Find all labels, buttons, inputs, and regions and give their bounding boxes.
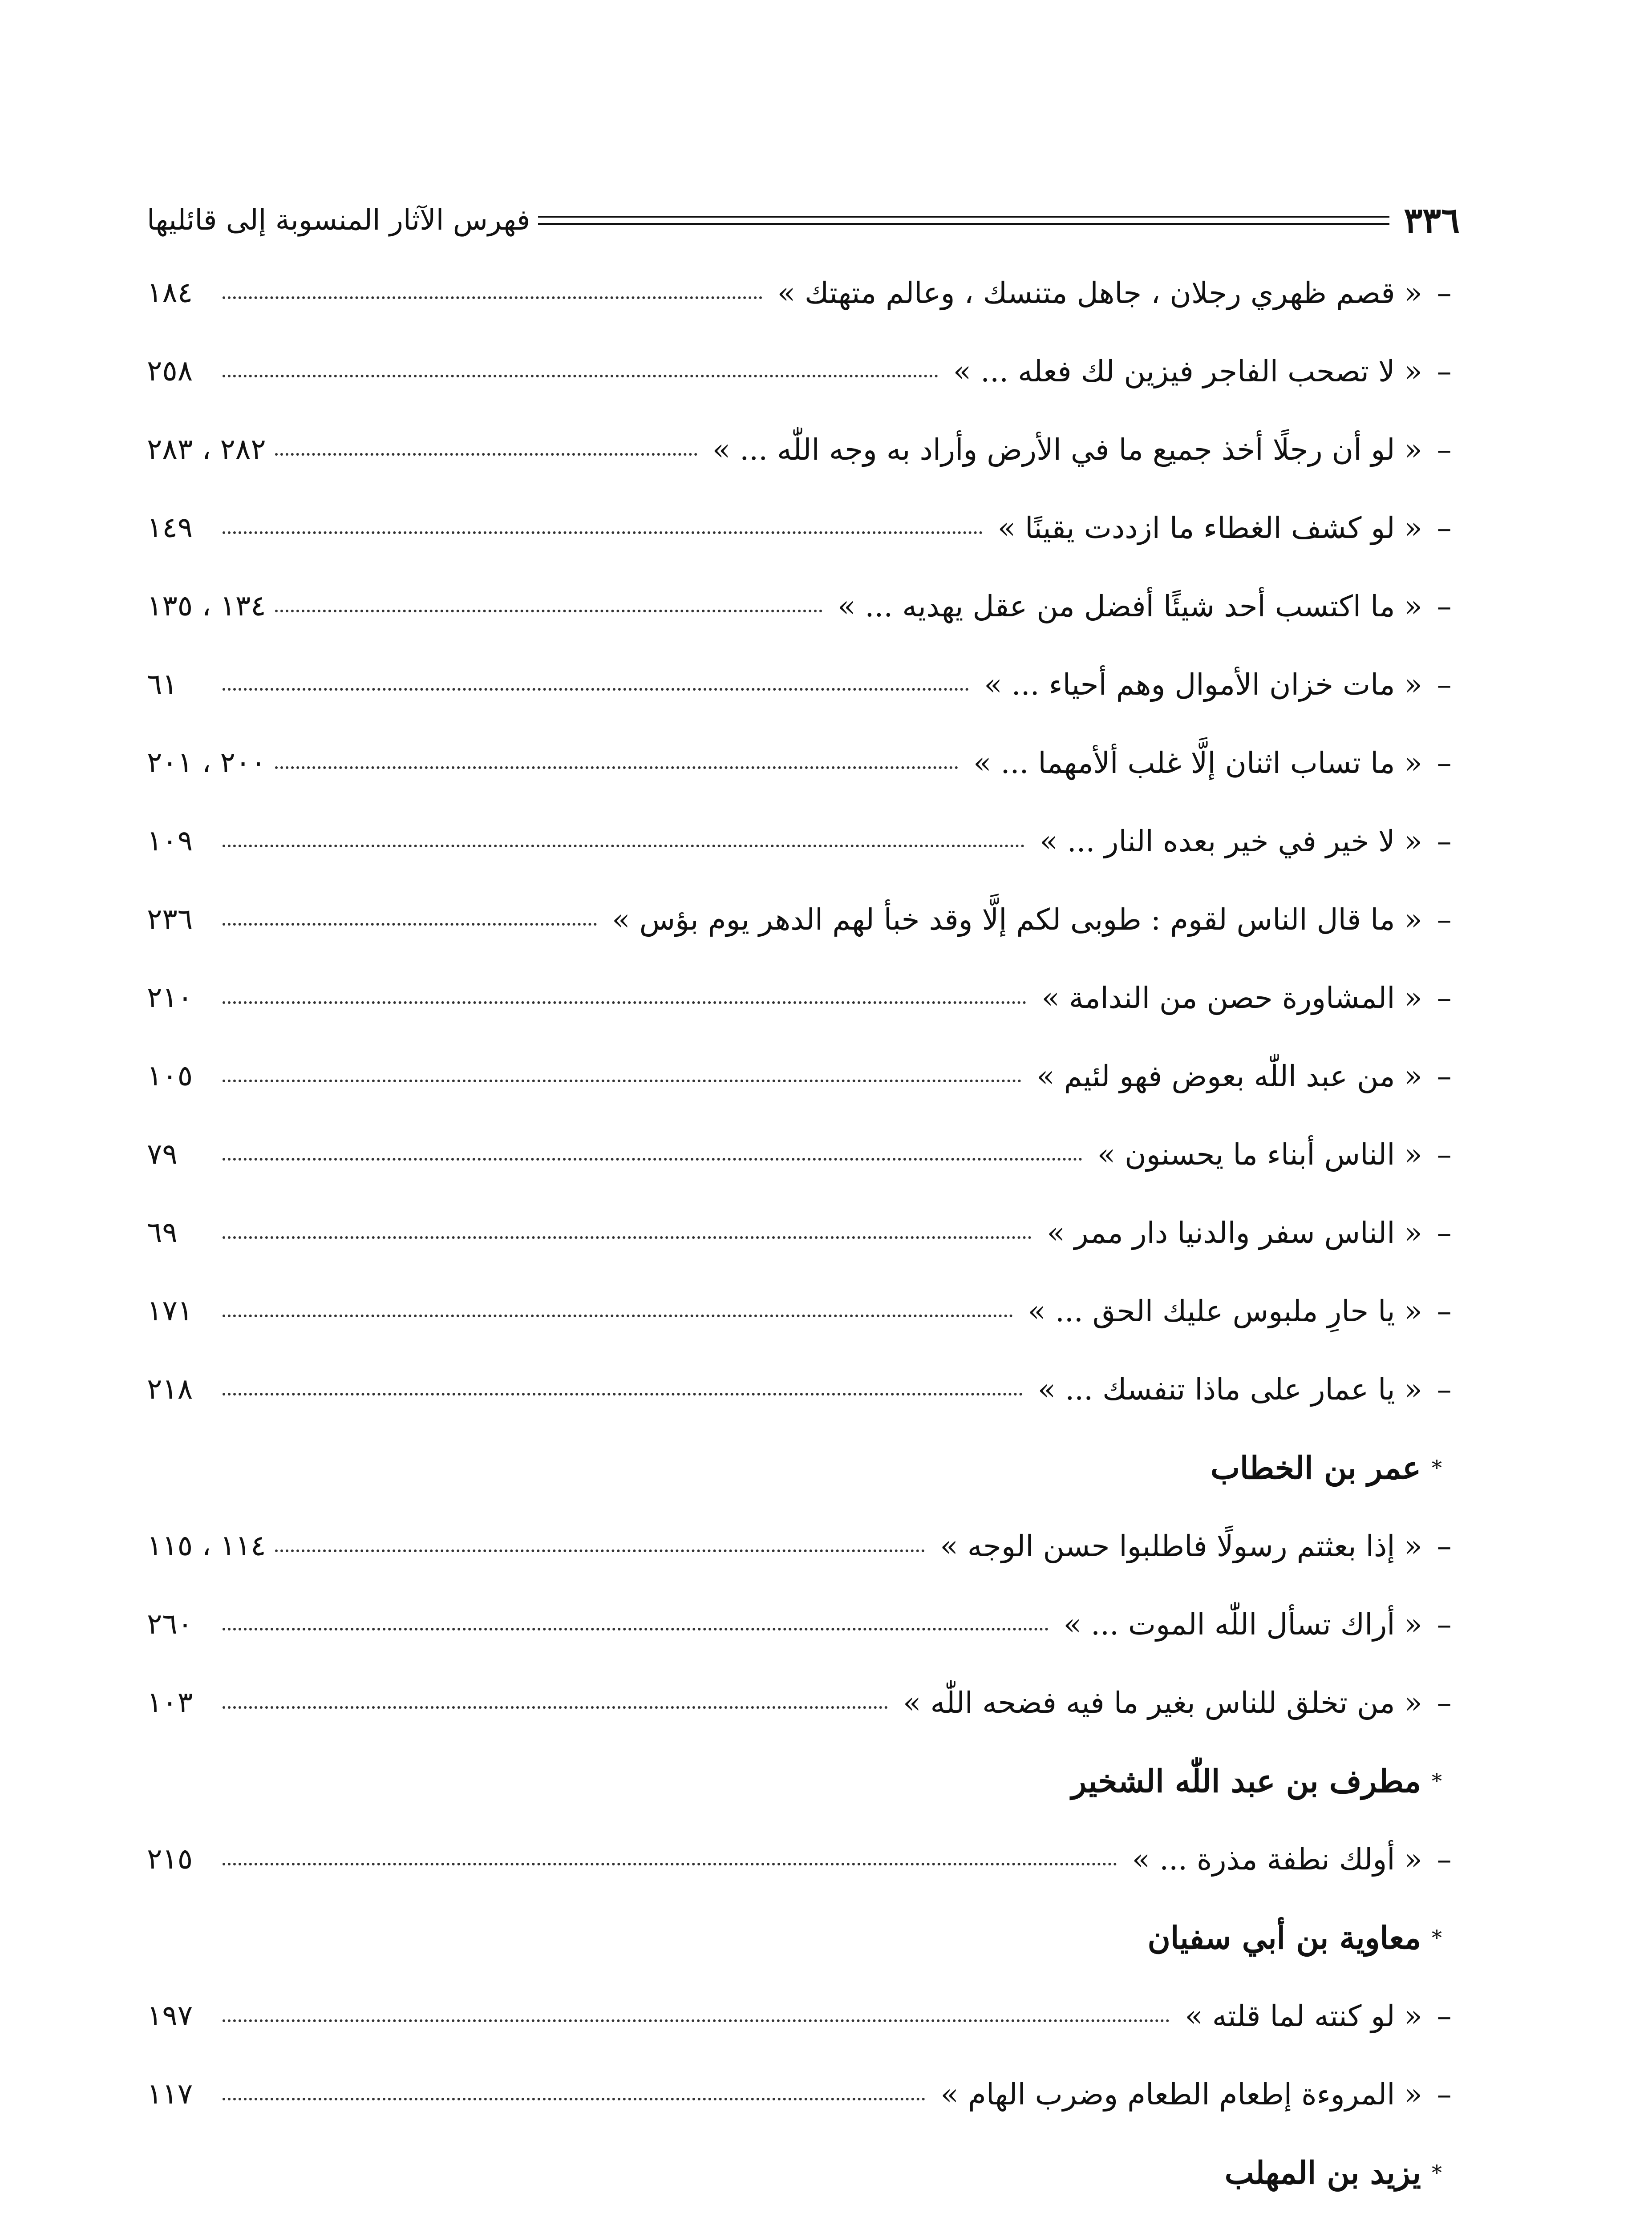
speaker-name: معاوية بن أبي سفيان [1147,1919,1421,1956]
quote-text: « قصم ظهري رجلان ، جاهل متنسك ، وعالم متهتك » [777,275,1422,310]
quote-text: « لا خير في خير بعده النار ... » [1040,824,1422,858]
entry-dash: – [1437,1137,1452,1172]
page-reference: ١٨٤ [147,276,193,309]
quote-text: « مات خزان الأموال وهم أحياء ... » [984,667,1422,702]
dot-leader [223,1706,888,1709]
entry-dash: – [1437,2077,1452,2112]
page-number: ٣٣٦ [1404,200,1460,241]
page-reference: ٢٣٦ [147,903,193,936]
dot-leader [223,531,983,534]
dot-leader [275,453,697,456]
dot-leader [223,2098,925,2100]
entry-dash: – [1437,1372,1452,1407]
quote-text: « يا حارِ ملبوس عليك الحق ... » [1028,1294,1422,1328]
speaker-name: مطرف بن عبد اللّٰه الشخير [1071,1762,1421,1800]
quote-text: « ما اكتسب أحد شيئًا أفضل من عقل يهديه ... » [838,589,1422,623]
dot-leader [223,1863,1117,1865]
quote-text: « المشاورة حصن من الندامة » [1041,980,1422,1015]
index-entry [147,2212,1460,2225]
page-reference: ١٠٩ [147,825,193,858]
entry-dash: – [1437,745,1452,780]
index-entry [147,1272,1460,1350]
index-entry [147,959,1460,1037]
entry-dash: – [1437,354,1452,388]
entry-dash: – [1437,1998,1452,2033]
page-reference: ٢٥٨ [147,355,193,388]
dot-leader [223,1080,1021,1082]
dot-leader [223,296,762,299]
index-entry [147,802,1460,880]
dot-leader [275,766,959,769]
page-reference: ٢١٥ [147,1843,193,1876]
section-heading [147,2133,1460,2212]
index-entry [147,2055,1460,2133]
quote-text: « ما قال الناس لقوم : طوبى لكم إلَّا وقد خبأ لهم الدهر يوم بؤس » [612,902,1422,937]
header-double-rule [538,216,1389,225]
entry-dash: – [1437,1842,1452,1877]
entry-dash: – [1437,1294,1452,1328]
page-reference: ٦١ [147,668,178,701]
quote-text: « لو كنته لما قلته » [1185,1998,1422,2033]
index-entry [147,567,1460,645]
index-entry [147,1350,1460,1428]
dot-leader [223,688,969,691]
dot-leader [223,1236,1032,1239]
asterisk-icon: * [1432,1769,1442,1793]
index-entry [147,489,1460,567]
dot-leader [275,610,822,612]
index-entry [147,1977,1460,2055]
index-entry [147,645,1460,724]
index-entry [147,410,1460,489]
book-page [147,178,1460,2225]
speaker-name: عمر بن الخطاب [1211,1449,1421,1486]
page-reference: ١٠٥ [147,1060,193,1092]
index-entry [147,1585,1460,1663]
dot-leader [223,845,1024,847]
dot-leader [223,1158,1082,1161]
asterisk-icon: * [1432,2160,1442,2185]
page-reference: ٧٩ [147,1138,178,1171]
page-reference: ٢١٠ [147,981,193,1014]
quote-text: « الناس سفر والدنيا دار ممر » [1047,1215,1422,1250]
dot-leader [223,1001,1026,1004]
entry-dash: – [1437,902,1452,937]
quote-text: « أراك تسأل اللّٰه الموت ... » [1063,1607,1422,1642]
quote-text: « لا تصحب الفاجر فيزين لك فعله ... » [953,354,1422,388]
quote-text: « من تخلق للناس بغير ما فيه فضحه اللّٰه » [903,1685,1422,1720]
page-reference: ١٣٤ ، ١٣٥ [147,590,266,623]
page-header [147,196,1460,245]
dot-leader [223,1315,1013,1317]
section-heading [147,1898,1460,1977]
dot-leader [223,923,597,926]
entry-dash: – [1437,824,1452,858]
quote-text: « لو كشف الغطاء ما ازددت يقينًا » [997,510,1422,545]
entry-dash: – [1437,980,1452,1015]
entry-dash: – [1437,1059,1452,1093]
entry-dash: – [1437,432,1452,467]
entry-dash: – [1437,1607,1452,1642]
entry-dash: – [1437,1529,1452,1563]
entry-dash: – [1437,1215,1452,1250]
dot-leader [275,1549,925,1552]
section-heading [147,1428,1460,1507]
asterisk-icon: * [1432,1926,1442,1950]
quote-text: « الناس أبناء ما يحسنون » [1097,1137,1422,1172]
running-title: فهرس الآثار المنسوبة إلى قائليها [147,204,530,237]
section-heading [147,1742,1460,1820]
page-reference: ٦٩ [147,1216,178,1249]
page-reference: ١٩٧ [147,1999,193,2032]
page-reference: ٢٦٠ [147,1608,193,1641]
index-list [147,254,1460,2225]
page-reference: ٢٨٢ ، ٢٨٣ [147,433,266,466]
index-entry [147,880,1460,959]
quote-text: « ما تساب اثنان إلَّا غلب ألأمهما ... » [973,745,1422,780]
asterisk-icon: * [1432,1456,1442,1480]
entry-dash: – [1437,589,1452,623]
quote-text: « أولك نطفة مذرة ... » [1132,1842,1422,1877]
index-entry [147,254,1460,332]
dot-leader [223,375,938,377]
quote-text: « يا عمار على ماذا تنفسك ... » [1037,1372,1422,1407]
quote-text: « من عبد اللّٰه بعوض فهو لئيم » [1037,1059,1422,1093]
entry-dash: – [1437,1685,1452,1720]
index-entry [147,1037,1460,1115]
entry-dash: – [1437,510,1452,545]
page-reference: ١٠٣ [147,1686,193,1719]
page-reference: ١٤٩ [147,511,193,544]
speaker-name: يزيد بن المهلب [1224,2154,1421,2191]
page-reference: ٢١٨ [147,1373,193,1406]
entry-dash: – [1437,667,1452,702]
index-entry [147,332,1460,410]
quote-text: « إذا بعثتم رسولًا فاطلبوا حسن الوجه » [940,1529,1422,1563]
page-reference: ١١٤ ، ١١٥ [147,1529,266,1562]
index-entry [147,1193,1460,1272]
page-reference: ١٧١ [147,1295,193,1327]
index-entry [147,1115,1460,1193]
quote-text: « المروءة إطعام الطعام وضرب الهام » [940,2077,1422,2112]
index-entry [147,724,1460,802]
page-reference: ١١٧ [147,2078,193,2111]
index-entry [147,1507,1460,1585]
index-entry [147,1820,1460,1898]
quote-text: « لو أن رجلًا أخذ جميع ما في الأرض وأراد به وجه اللّٰه ... » [712,432,1422,467]
dot-leader [223,2019,1170,2022]
page-reference: ٢٠٠ ، ٢٠١ [147,746,266,779]
index-entry [147,1663,1460,1742]
dot-leader [223,1628,1049,1630]
dot-leader [223,1393,1023,1396]
entry-dash: – [1437,275,1452,310]
